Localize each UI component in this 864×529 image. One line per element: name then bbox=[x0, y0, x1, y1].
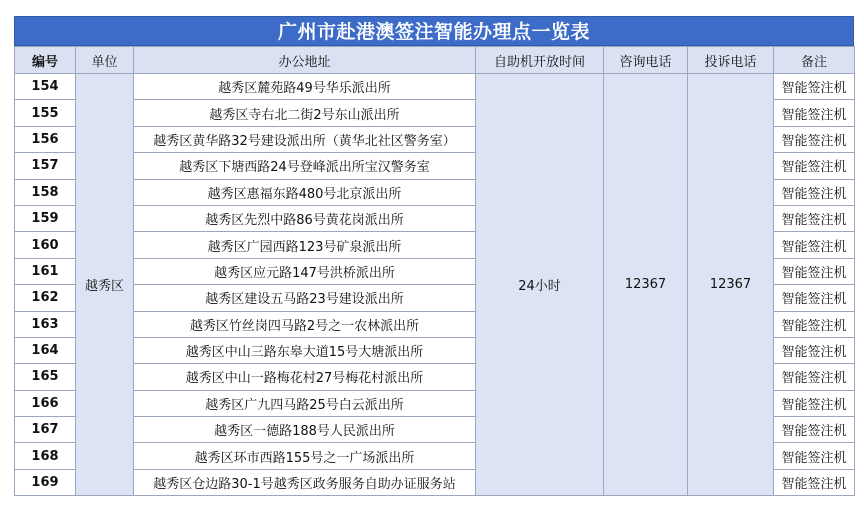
row-number: 155 bbox=[15, 100, 76, 126]
table-title: 广州市赴港澳签注智能办理点一览表 bbox=[14, 16, 854, 46]
header-no: 编号 bbox=[15, 47, 76, 74]
row-number: 169 bbox=[15, 469, 76, 495]
row-address: 越秀区一德路188号人民派出所 bbox=[134, 417, 476, 443]
unit-cell: 越秀区 bbox=[76, 74, 134, 496]
header-complaint-phone: 投诉电话 bbox=[688, 47, 774, 74]
row-note: 智能签注机 bbox=[774, 364, 855, 390]
row-number: 167 bbox=[15, 417, 76, 443]
consult-phone-cell: 12367 bbox=[604, 74, 688, 496]
row-note: 智能签注机 bbox=[774, 417, 855, 443]
row-address: 越秀区竹丝岗四马路2号之一农林派出所 bbox=[134, 311, 476, 337]
row-number: 164 bbox=[15, 337, 76, 363]
row-number: 154 bbox=[15, 74, 76, 100]
row-address: 越秀区应元路147号洪桥派出所 bbox=[134, 258, 476, 284]
row-number: 157 bbox=[15, 153, 76, 179]
row-note: 智能签注机 bbox=[774, 285, 855, 311]
row-number: 166 bbox=[15, 390, 76, 416]
complaint-phone-cell: 12367 bbox=[688, 74, 774, 496]
row-number: 160 bbox=[15, 232, 76, 258]
row-address: 越秀区中山一路梅花村27号梅花村派出所 bbox=[134, 364, 476, 390]
table-container bbox=[14, 16, 854, 496]
header-consult-phone: 咨询电话 bbox=[604, 47, 688, 74]
header-unit: 单位 bbox=[76, 47, 134, 74]
header-note: 备注 bbox=[774, 47, 855, 74]
row-note: 智能签注机 bbox=[774, 179, 855, 205]
row-note: 智能签注机 bbox=[774, 443, 855, 469]
office-table bbox=[14, 46, 855, 496]
header-row bbox=[15, 47, 855, 74]
row-address: 越秀区广园西路123号矿泉派出所 bbox=[134, 232, 476, 258]
row-note: 智能签注机 bbox=[774, 100, 855, 126]
row-address: 越秀区仓边路30-1号越秀区政务服务自助办证服务站 bbox=[134, 469, 476, 495]
row-note: 智能签注机 bbox=[774, 390, 855, 416]
row-number: 165 bbox=[15, 364, 76, 390]
row-address: 越秀区麓苑路49号华乐派出所 bbox=[134, 74, 476, 100]
row-note: 智能签注机 bbox=[774, 258, 855, 284]
row-address: 越秀区惠福东路480号北京派出所 bbox=[134, 179, 476, 205]
table-row bbox=[15, 74, 855, 100]
row-number: 162 bbox=[15, 285, 76, 311]
row-note: 智能签注机 bbox=[774, 74, 855, 100]
row-number: 168 bbox=[15, 443, 76, 469]
row-address: 越秀区中山三路东皋大道15号大塘派出所 bbox=[134, 337, 476, 363]
row-note: 智能签注机 bbox=[774, 232, 855, 258]
row-address: 越秀区寺右北二街2号东山派出所 bbox=[134, 100, 476, 126]
row-address: 越秀区先烈中路86号黄花岗派出所 bbox=[134, 205, 476, 231]
row-number: 161 bbox=[15, 258, 76, 284]
row-note: 智能签注机 bbox=[774, 205, 855, 231]
row-address: 越秀区建设五马路23号建设派出所 bbox=[134, 285, 476, 311]
row-address: 越秀区环市西路155号之一广场派出所 bbox=[134, 443, 476, 469]
row-number: 159 bbox=[15, 205, 76, 231]
row-address: 越秀区广九四马路25号白云派出所 bbox=[134, 390, 476, 416]
row-note: 智能签注机 bbox=[774, 337, 855, 363]
row-note: 智能签注机 bbox=[774, 126, 855, 152]
row-number: 156 bbox=[15, 126, 76, 152]
row-note: 智能签注机 bbox=[774, 311, 855, 337]
open-time-cell: 24小时 bbox=[476, 74, 604, 496]
row-address: 越秀区黄华路32号建设派出所（黄华北社区警务室） bbox=[134, 126, 476, 152]
header-address: 办公地址 bbox=[134, 47, 476, 74]
row-note: 智能签注机 bbox=[774, 469, 855, 495]
header-open-time: 自助机开放时间 bbox=[476, 47, 604, 74]
row-address: 越秀区下塘西路24号登峰派出所宝汉警务室 bbox=[134, 153, 476, 179]
row-note: 智能签注机 bbox=[774, 153, 855, 179]
row-number: 163 bbox=[15, 311, 76, 337]
row-number: 158 bbox=[15, 179, 76, 205]
